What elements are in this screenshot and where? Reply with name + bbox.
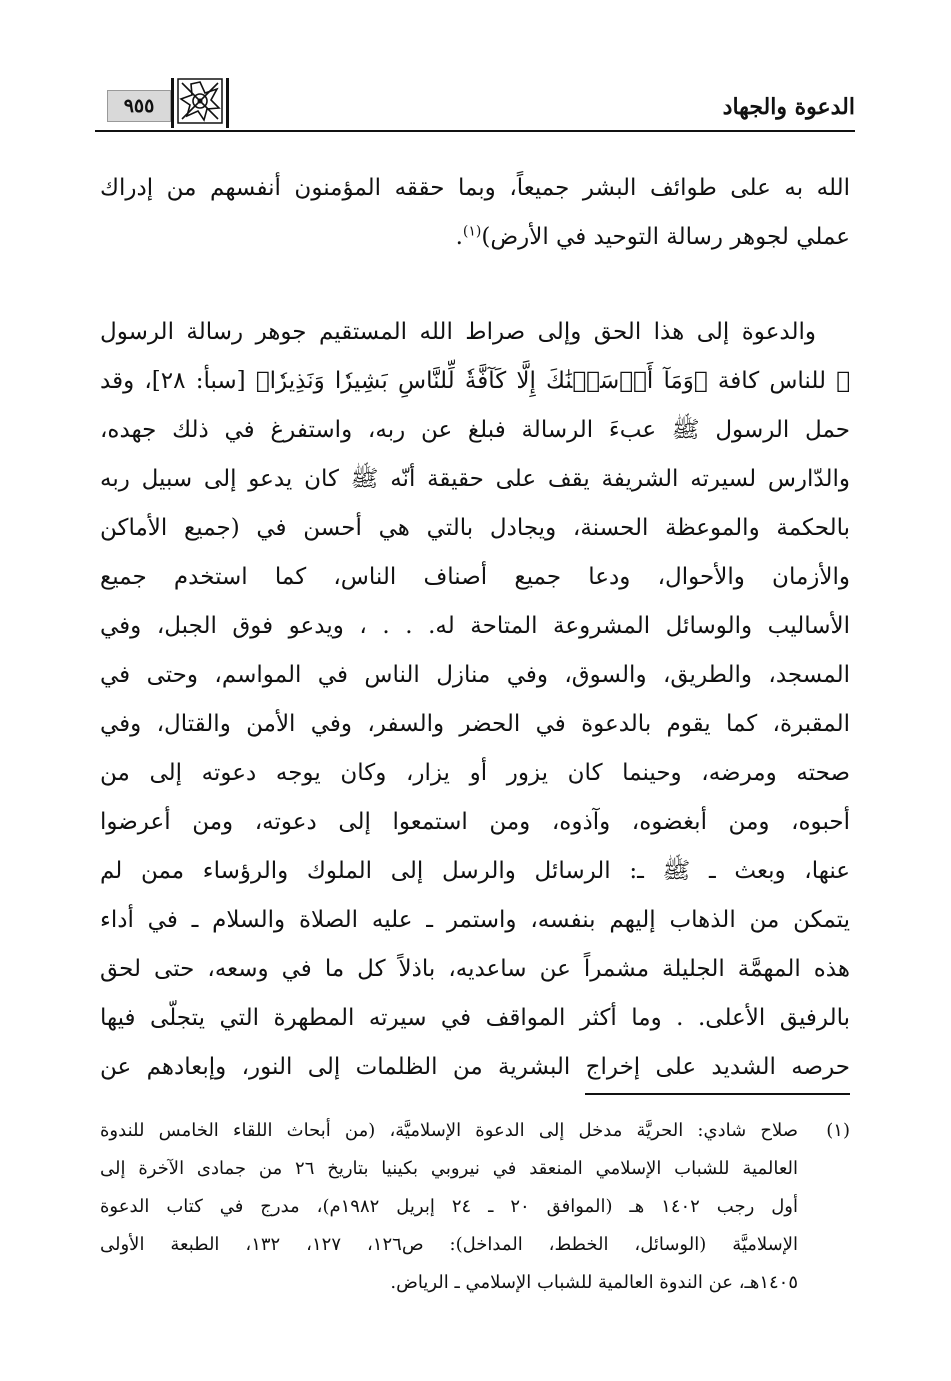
text-line: والدّارس لسيرته الشريفة يقف على حقيقة أنّه ﷺ كان يدعو إلى سبيل ربه (100, 466, 850, 492)
header-divider-left (171, 78, 174, 128)
footnote-line: الإسلاميَّة (الوسائل، الخطط، المداخل): ص١٢٦، ١٢٧، ١٣٢، الطبعة الأولى (100, 1234, 798, 1255)
header-rule (95, 130, 855, 132)
text-line: يتمكن من الذهاب إليهم بنفسه، واستمر ـ عليه الصلاة والسلام ـ في أداء (100, 907, 850, 933)
text-line: المسجد، والطريق، والسوق، وفي منازل الناس في المواسم، وحتى في (100, 662, 850, 688)
chapter-title: الدعوة والجهاد (722, 94, 855, 120)
text-line (100, 213, 850, 262)
page-number: ٩٥٥ (107, 90, 171, 122)
geometric-star-ornament-icon (177, 78, 223, 124)
paragraph-1 (100, 164, 850, 262)
text-line: هذه المهمَّة الجليلة مشمراً عن ساعديه، باذلاً كل ما في وسعه، حتى لحق (100, 956, 850, 982)
text-line: الأساليب والوسائل المشروعة المتاحة له. . . ، ويدعو فوق الجبل، وفي (100, 613, 850, 639)
footnotes (100, 1112, 850, 1302)
text-line: عنها، وبعث ـ ﷺ ـ: الرسائل والرسل إلى الملوك والرؤساء ممن لم (100, 858, 850, 884)
text-line: الله به على طوائف البشر جميعاً، وبما حققه المؤمنون أنفسهم من إدراك (100, 175, 850, 201)
text-line: بالحكمة والموعظة الحسنة، ويجادل بالتي هي أحسن في (جميع الأماكن (100, 515, 850, 541)
text-line: ﷺ للناس كافة ﴿وَمَآ أَرۡسَلۡنَٰكَ إِلَّا كَآفَّةٗ لِّلنَّاسِ بَشِيرٗا وَنَذِيرٗا﴾ [سبأ: ٢٨]، وقد (100, 368, 850, 394)
text-line: حمل الرسول ﷺ عبءَ الرسالة فبلغ عن ربه، واستفرغ في ذلك جهده، (100, 417, 850, 443)
sentence-end: . (455, 224, 463, 250)
footnote-marker: (١) (826, 1120, 850, 1141)
footnote-text (100, 1112, 798, 1302)
footnote-reference[interactable]: (١) (462, 223, 482, 240)
footnote-line: العالمية للشباب الإسلامي المنعقد في نيروبي بكينيا بتاريخ ٢٦ من جمادى الآخرة إلى (100, 1158, 798, 1179)
text-line-content: عملي لجوهر رسالة التوحيد في الأرض) (481, 224, 850, 250)
text-line: والدعوة إلى هذا الحق وإلى صراط الله المستقيم جوهر رسالة الرسول (100, 319, 816, 345)
paragraph-2 (100, 308, 850, 1092)
text-line: أحبوه، ومن أبغضوه، وآذوه، ومن استمعوا إلى دعوته، ومن أعرضوا (100, 809, 850, 835)
page-header (95, 74, 855, 132)
text-line: بالرفيق الأعلى. . وما أكثر المواقف في سيرته المطهرة التي يتجلّى فيها (100, 1005, 850, 1031)
footnote-line: ١٤٠٥هـ، عن الندوة العالمية للشباب الإسلامي ـ الرياض. (390, 1272, 798, 1293)
header-divider-right (226, 78, 229, 128)
footnote-line: أول رجب ١٤٠٢ هـ (الموافق ٢٠ ـ ٢٤ إبريل ١٩٨٢م)، مدرج في كتاب الدعوة (100, 1196, 798, 1217)
text-line: والأزمان والأحوال، ودعا جميع أصناف الناس، كما استخدم جميع (100, 564, 850, 590)
text-line: صحته ومرضه، وحينما كان يزور أو يزار، وكان يوجه دعوته إلى من (100, 760, 850, 786)
footnote-separator (585, 1093, 850, 1095)
footnote (100, 1112, 850, 1302)
text-line: حرصه الشديد على إخراج البشرية من الظلمات إلى النور، وإبعادهم عن (100, 1054, 850, 1080)
text-line: المقبرة، كما يقوم بالدعوة في الحضر والسفر، وفي الأمن والقتال، وفي (100, 711, 850, 737)
footnote-line: صلاح شادي: الحريَّة مدخل إلى الدعوة الإسلاميَّة، (من أبحاث اللقاء الخامس للندوة (100, 1120, 798, 1141)
